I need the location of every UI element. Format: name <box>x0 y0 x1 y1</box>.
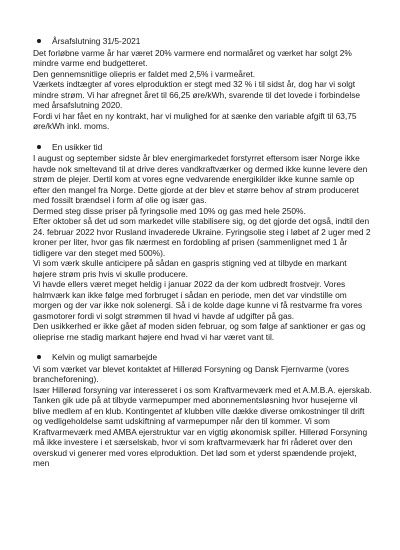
section-year-end <box>33 36 372 132</box>
paragraph: Fordi vi har fået en ny kontrakt, har vi mulighed for at sænke den variable afgift til 63,75 øre/kWh inkl. moms. <box>33 110 357 131</box>
section-heading <box>33 142 372 153</box>
paragraph: Efter oktober så det ud som markedet ville stabilisere sig, og det gjorde det også, indtil den 24. februar 2022 hvor Rusland invaderede Ukraine. Fyringsolie steg i løbet af 2 uger med 2 kroner per liter, hvor gas fik nærmest en fordobling af prisen (sammenlignet med 1 år tidligere var den steget med 500%). <box>33 216 371 258</box>
paragraph: Vi som værk skulle anticipere på sådan en gaspris stigning ved at tilbyde en markant højere strøm pris hvis vi skulle producere. <box>33 258 347 279</box>
paragraph: Den usikkerhed er ikke gået af moden siden februar, og som følge af sanktioner er gas og olieprise rne stadig markant højere end hvad vi har været vant til. <box>33 321 366 342</box>
paragraph: Værkets indtægter af vores elproduktion er stegt med 32 % i til sidst år, dog har vi solgt mindre strøm. Vi har afregnet året til 66,25 øre/kWh, svarende til det lovede i forbindelse med årsafslutning 2020. <box>33 79 361 110</box>
paragraph: I august og september sidste år blev energimarkedet forstyrret eftersom især Norge ikke havde nok smeltevand til at drive deres vandkraftværker og dermed ikke kunne levere den strøm de plejer. Dertil kom at vores egne vedvarende energikilder ikke kunne samle op efter den mangel fra Norge. Dette gjorde at der blev et større behov af strøm produceret med fossilt brændsel i form af olie og især gas. <box>33 153 368 205</box>
paragraph: Vi som værket var blevet kontaktet af Hillerød Forsyning og Dansk Fjernvarme (vores brancheforening). <box>33 363 349 384</box>
section-uncertain-time <box>33 142 372 343</box>
bullet-icon <box>37 355 41 359</box>
paragraph: Tanken gik ude på at tilbyde varmepumper med abonnementsløsning hvor husejerne vil blive medlem af en klub. Kontingentet af klubben ville dække diverse omkostninger til drift og vedligeholdelse samt udskiftning af varmepumper når den til kommer. Vi som Kraftvarmeværk med AMBA ejerstruktur var en vigtig økonomisk spiller. Hillerød Forsyning må ikke investere i et særselskab, hvor vi som kraftvarmeværk har fri råderet over den overskud vi generer med vores elproduktion. Det lød som et yderst spændende projekt, men <box>33 395 368 468</box>
section-heading-text: Årsafslutning 31/5-2021 <box>52 36 141 46</box>
paragraph: Vi havde ellers været meget heldig i januar 2022 da der kom udbredt frostvejr. Vores halmværk kan ikke følge med forbruget i sådan en periode, men det var vindstille om morgen og der var ikke nok solenergi. Så i de kolde dage kunne vi få restvarme fra vores gasmotorer fordi vi solgt strømmen til hvad vi havde af udgifter på gas. <box>33 279 363 321</box>
section-heading <box>33 352 372 363</box>
bullet-icon <box>37 145 41 149</box>
paragraph: Især Hillerød forsyning var interesseret i os som Kraftvarmeværk med et A.M.B.A. ejerskab. <box>33 384 372 395</box>
bullet-icon <box>37 39 41 43</box>
section-heading-text: En usikker tid <box>52 141 103 152</box>
paragraph: Dermed steg disse priser på fyringsolie med 10% og gas med hele 250%. <box>33 205 306 216</box>
section-heading <box>33 36 372 47</box>
paragraph: Den gennemsnitlige oliepris er faldet med 2,5% i varmeåret. <box>33 68 256 79</box>
section-heading-text: Kelvin og muligt samarbejde <box>52 352 158 362</box>
section-kelvin-cooperation <box>33 352 372 469</box>
paragraph: Det forløbne varme år har været 20% varmere end normalåret og værket har solgt 2% mindre varme end budgetteret. <box>33 47 352 68</box>
